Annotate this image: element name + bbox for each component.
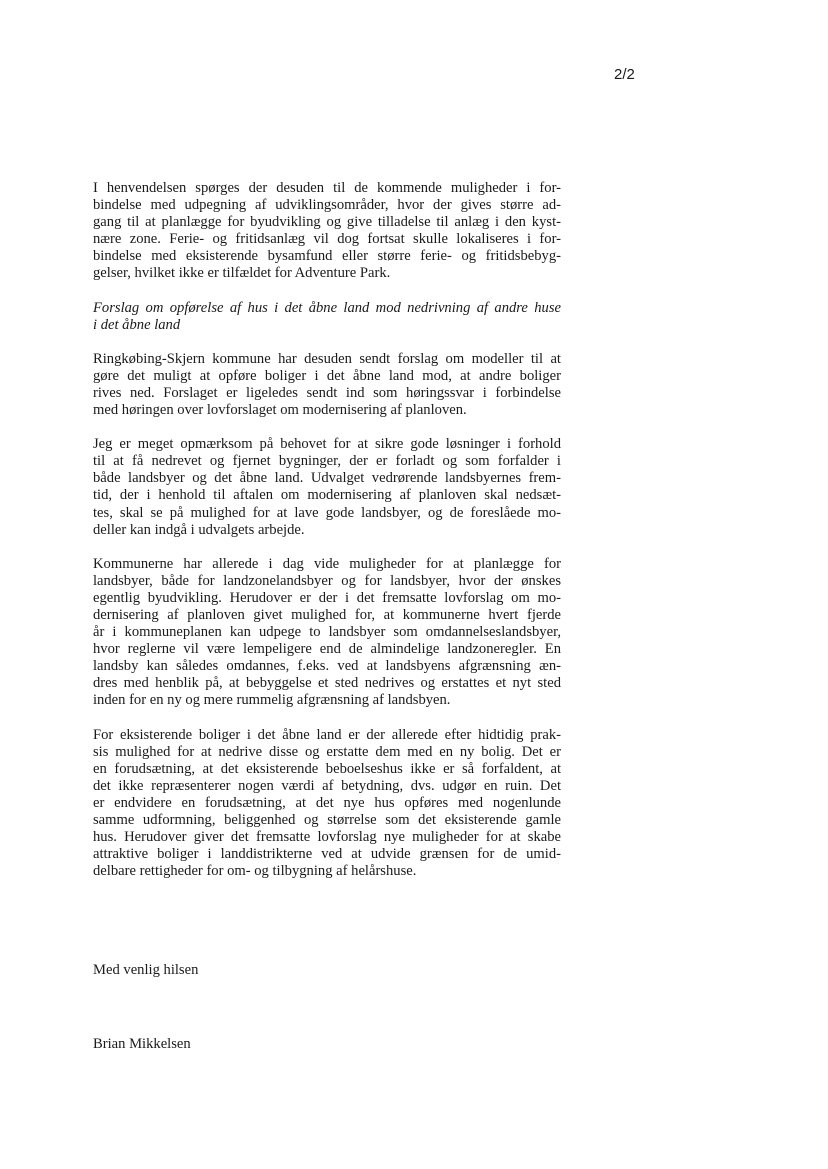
signature-name: Brian Mikkelsen (93, 1036, 191, 1052)
text-line: Jeg er meget opmærksom på behovet for at sikre gode løsninger i forhold (93, 436, 561, 453)
section-heading (93, 300, 561, 334)
heading-line: i det åbne land (93, 316, 181, 333)
text-line: rives ned. Forslaget er ligeledes sendt ind som høringssvar i forbindelse (93, 384, 561, 401)
text-line: år i kommuneplanen kan udpege to landsbyer som omdannelseslandsbyer, (93, 624, 561, 641)
page-number: 2/2 (614, 66, 635, 83)
paragraph-municipality-proposal (93, 351, 561, 419)
text-line: bindelse med udpegning af udviklingsområder, hvor der gives større ad- (93, 197, 561, 214)
text-line: egentlig byudvikling. Herudover er der i det fremsatte lovforslag om mo- (93, 589, 561, 606)
text-line: samme udformning, beliggenhed og størrelse som det eksisterende gamle (93, 812, 561, 828)
heading-line: Forslag om opførelse af hus i det åbne land mod nedrivning af andre huse (93, 299, 561, 316)
text-line: gang til at planlægge for byudvikling og give tilladelse til anlæg i den kyst- (93, 214, 561, 231)
text-line: er endvidere en forudsætning, at det nye hus opføres med nogenlunde (93, 794, 561, 811)
text-line: deller kan indgå i udvalgets arbejde. (93, 521, 305, 538)
text-line: tes, skal se på mulighed for at lave gode landsbyer, og de foreslåede mo- (93, 504, 561, 521)
paragraph-development-areas (93, 180, 561, 283)
text-line: Ringkøbing-Skjern kommune har desuden sendt forslag om modeller til at (93, 350, 561, 367)
paragraph-village-committee (93, 436, 561, 539)
text-line: Kommunerne har allerede i dag vide muligheder for at planlægge for (93, 555, 561, 572)
text-line: en forudsætning, at det eksisterende beboelseshus ikke er så forfaldent, at (93, 760, 561, 777)
closing-salutation: Med venlig hilsen (93, 962, 199, 978)
text-line: dres med henblik på, at bebyggelse et sted nedrives og erstattes et nyt sted (93, 675, 561, 692)
text-line: hvor reglerne vil være lempeligere end de almindelige landzoneregler. En (93, 641, 561, 658)
text-line: gelser, hvilket ikke er tilfældet for Adventure Park. (93, 265, 391, 282)
text-line: sis mulighed for at nedrive disse og erstatte dem med en ny bolig. Det er (93, 743, 561, 760)
text-line: delbare rettigheder for om- og tilbygning af helårshuse. (93, 863, 417, 880)
text-line: dernisering af planloven givet mulighed for, at kommunerne hvert fjerde (93, 606, 561, 623)
text-line: til at få nedrevet og fjernet bygninger, der er forladt og som forfalder i (93, 453, 561, 470)
letter-body (93, 180, 561, 880)
text-line: For eksisterende boliger i det åbne land er der allerede efter hidtidig prak- (93, 726, 561, 743)
text-line: nære zone. Ferie- og fritidsanlæg vil dog fortsat skulle lokaliseres i for- (93, 231, 561, 248)
text-line: I henvendelsen spørges der desuden til de kommende muligheder i for- (93, 180, 561, 196)
paragraph-existing-housing (93, 727, 561, 881)
text-line: tid, der i henhold til aftalen om modernisering af planloven skal nedsæt- (93, 487, 561, 504)
paragraph-village-planning (93, 556, 561, 710)
text-line: gøre det muligt at opføre boliger i det åbne land mod, at andre boliger (93, 367, 561, 384)
text-line: inden for en ny og mere rummelig afgrænsning af landsbyen. (93, 692, 451, 709)
text-line: attraktive boliger i landdistrikterne ved at udvide grænsen for de umid- (93, 846, 561, 863)
text-line: hus. Herudover giver det fremsatte lovforslag nye muligheder for at skabe (93, 829, 561, 846)
text-line: med høringen over lovforslaget om modernisering af planloven. (93, 402, 467, 419)
text-line: bindelse med eksisterende bysamfund eller større ferie- og fritidsbebyg- (93, 248, 561, 265)
text-line: både landsbyer og det åbne land. Udvalget vedrørende landsbyernes frem- (93, 470, 561, 487)
text-line: landsby kan således omdannes, f.eks. ved at landsbyens afgrænsning æn- (93, 658, 561, 675)
text-line: landsbyer, både for landzonelandsbyer og for landsbyer, hvor der ønskes (93, 572, 561, 589)
text-line: det ikke repræsenterer nogen værdi af betydning, dvs. udgør en ruin. Det (93, 777, 561, 794)
